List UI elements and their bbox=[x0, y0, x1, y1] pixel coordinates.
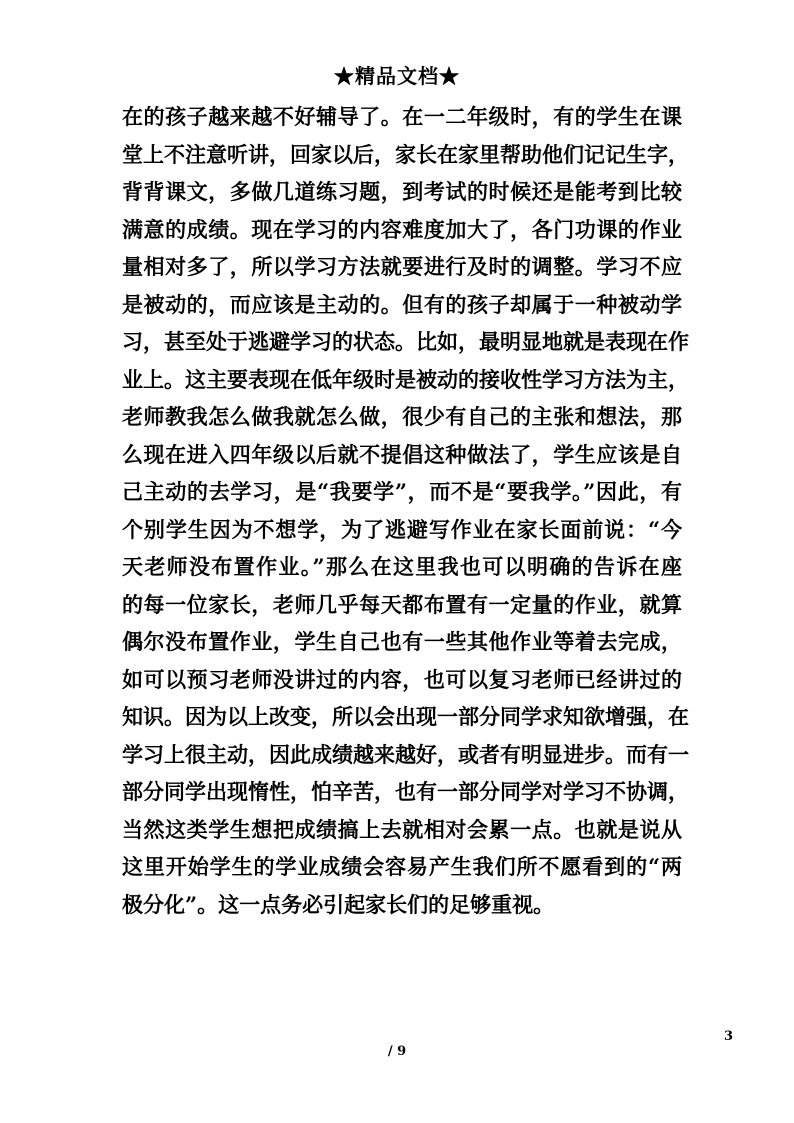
body-line: 天老师没布置作业。”那么在这里我也可以明确的告诉在座 bbox=[122, 554, 682, 579]
document-body bbox=[122, 98, 689, 923]
body-line: 老师教我怎么做我就怎么做，很少有自己的主张和想法，那 bbox=[122, 404, 682, 429]
body-line: 么现在进入四年级以后就不提倡这种做法了，学生应该是自 bbox=[122, 441, 682, 467]
body-line: 学习上很主动，因此成绩越来越好，或者有明显进步。而有一 bbox=[122, 741, 689, 767]
body-line: 这里开始学生的学业成绩会容易产生我们所不愿看到的“两 bbox=[122, 854, 682, 879]
body-line: 个别学生因为不想学，为了逃避写作业在家长面前说：“今 bbox=[122, 516, 682, 542]
page-number: 3 bbox=[724, 1029, 734, 1044]
body-line: 知识。因为以上改变，所以会出现一部分同学求知欲增强，在 bbox=[122, 704, 689, 729]
body-line: 量相对多了，所以学习方法就要进行及时的调整。学习不应 bbox=[122, 254, 682, 279]
body-line: 是被动的，而应该是主动的。但有的孩子却属于一种被动学 bbox=[122, 291, 682, 317]
body-line: 堂上不注意听讲，回家以后，家长在家里帮助他们记记生字， bbox=[122, 141, 689, 167]
body-line: 的每一位家长，老师几乎每天都布置有一定量的作业，就算 bbox=[122, 591, 682, 617]
body-line: 如可以预习老师没讲过的内容，也可以复习老师已经讲过的 bbox=[122, 666, 682, 692]
body-line: 业上。这主要表现在低年级时是被动的接收性学习方法为主， bbox=[122, 366, 689, 392]
body-line: 满意的成绩。现在学习的内容难度加大了，各门功课的作业 bbox=[122, 216, 682, 242]
page-total: / 9 bbox=[387, 1044, 407, 1059]
page-header-title: ★精品文档★ bbox=[334, 64, 460, 88]
body-line-last: 极分化”。这一点务必引起家长们的足够重视。 bbox=[122, 891, 555, 917]
body-line: 己主动的去学习，是“我要学”，而不是“要我学。”因此，有 bbox=[122, 479, 682, 504]
body-line: 当然这类学生想把成绩搞上去就相对会累一点。也就是说从 bbox=[122, 816, 682, 842]
body-line: 在的孩子越来越不好辅导了。在一二年级时，有的学生在课 bbox=[122, 104, 682, 129]
body-line: 习，甚至处于逃避学习的状态。比如，最明显地就是表现在作 bbox=[122, 329, 689, 354]
body-line: 偶尔没布置作业，学生自己也有一些其他作业等着去完成， bbox=[122, 629, 682, 654]
body-line: 部分同学出现惰性，怕辛苦，也有一部分同学对学习不协调， bbox=[122, 779, 689, 804]
body-line: 背背课文，多做几道练习题，到考试的时候还是能考到比较 bbox=[122, 179, 682, 204]
